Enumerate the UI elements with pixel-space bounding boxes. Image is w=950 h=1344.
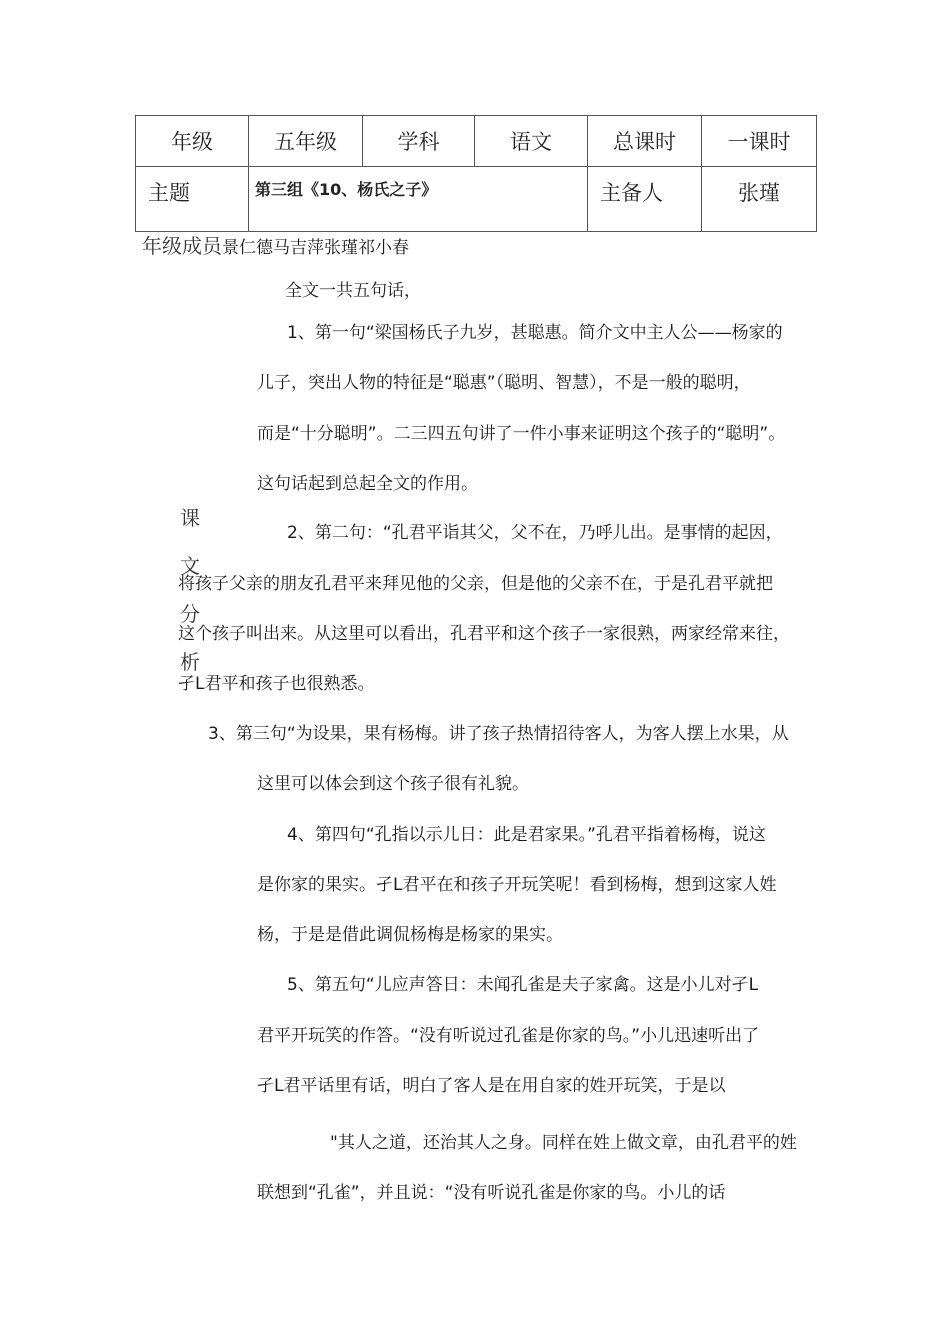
subject-label-cell: 学科 — [363, 116, 475, 167]
body-line: 杨，于是是借此调侃杨梅是杨家的果实。 — [257, 925, 563, 945]
body-line: 孑L君平和孩子也很熟悉。 — [178, 674, 375, 694]
body-line: 而是“十分聪明”。二三四五句讲了一件小事来证明这个孩子的“聪明”。 — [257, 424, 786, 444]
body-line: 2、第二句：“孔君平诣其父，父不在，乃呼儿出。是事情的起因， — [287, 523, 783, 543]
body-line: 这个孩子叫出来。从这里可以看出，孔君平和这个孩子一家很熟，两家经常来往， — [178, 624, 790, 644]
grade-value-cell: 五年级 — [249, 116, 363, 167]
body-line: 4、第四句“孔指以示儿日：此是君家果。”孔君平指着杨梅，说这 — [287, 825, 766, 845]
lead-teacher-label-cell: 主备人 — [588, 167, 702, 232]
side-label-char: 析 — [180, 650, 200, 674]
body-line: 这句话起到总起全文的作用。 — [257, 474, 478, 494]
topic-value-cell: 第三组《10、杨氏之子》 — [249, 167, 588, 232]
body-line: 是你家的果实。孑L君平在和孩子开玩笑呢！看到杨梅，想到这家人姓 — [257, 875, 777, 895]
grade-members-label: 年级成员 — [142, 234, 222, 258]
lesson-info-table — [135, 115, 817, 232]
body-line: "其人之道，还治其人之身。同样在姓上做文章，由孔君平的姓 — [330, 1133, 797, 1153]
body-line: 联想到“孔雀”，并且说：“没有听说孔雀是你家的鸟。小儿的话 — [257, 1183, 726, 1203]
body-line: 将孩子父亲的朋友孔君平来拜见他的父亲，但是他的父亲不在，于是孔君平就把 — [178, 574, 773, 594]
table-row — [136, 116, 817, 167]
grade-members — [142, 230, 409, 259]
body-line: 1、第一句“梁国杨氏子九岁，甚聪惠。简介文中主人公——杨家的 — [287, 323, 783, 343]
total-hours-label-cell: 总课时 — [588, 116, 702, 167]
lead-teacher-value-cell: 张瑾 — [702, 167, 817, 232]
subject-value-cell: 语文 — [475, 116, 588, 167]
grade-label-cell: 年级 — [136, 116, 249, 167]
body-line: 5、第五句“儿应声答日：未闻孔雀是夫子家禽。这是小儿对孑L — [287, 975, 759, 995]
body-line: 儿子，突出人物的特征是“聪惠”（聪明、智慧），不是一般的聪明， — [257, 373, 751, 393]
topic-label-cell: 主题 — [136, 167, 249, 232]
body-line: 孑L君平话里有话，明白了客人是在用自家的姓开玩笑，于是以 — [257, 1076, 726, 1096]
body-line: 这里可以体会到这个孩子很有礼貌。 — [257, 774, 529, 794]
body-line: 3、第三句“为设果，果有杨梅。讲了孩子热情招待客人，为客人摆上水果，从 — [208, 724, 789, 744]
side-label-char: 分 — [180, 602, 200, 626]
total-hours-value-cell: 一课时 — [702, 116, 817, 167]
side-label-char: 文 — [180, 554, 200, 578]
grade-members-names: 景仁德马吉萍张瑾祁小春 — [222, 238, 409, 258]
body-line: 君平开玩笑的作答。“没有听说过孔雀是你家的鸟。”小儿迅速听出了 — [257, 1026, 760, 1046]
body-line: 全文一共五句话， — [285, 281, 421, 301]
table-row — [136, 167, 817, 232]
side-label-char: 课 — [180, 506, 200, 530]
